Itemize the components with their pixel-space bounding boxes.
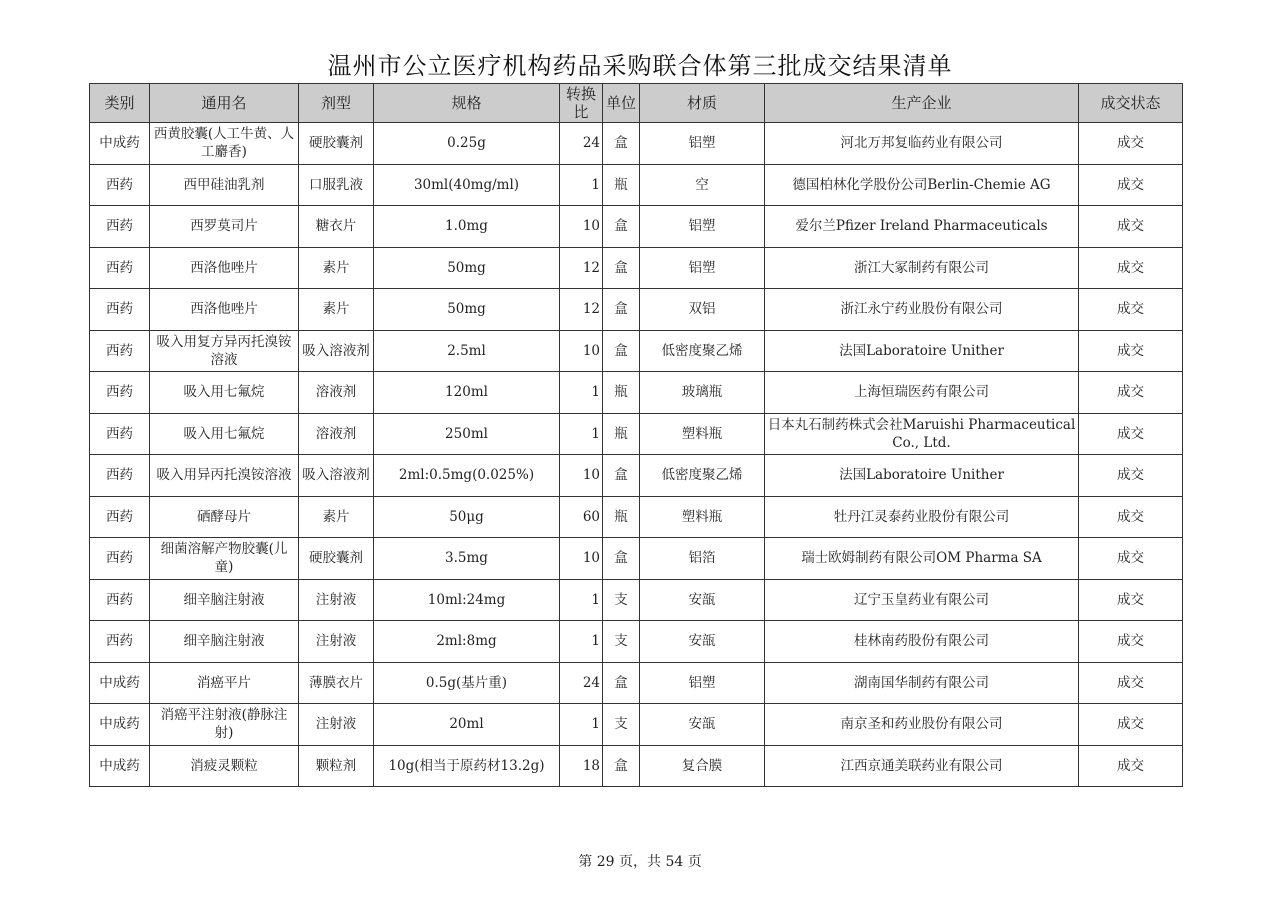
cell-category: 西药: [90, 496, 150, 538]
cell-dosage-form: 溶液剂: [299, 372, 374, 414]
cell-category: 西药: [90, 372, 150, 414]
cell-unit: 盒: [603, 247, 640, 289]
cell-generic-name: 消癌平注射液(静脉注射): [150, 704, 299, 746]
header-manufacturer: 生产企业: [765, 84, 1079, 123]
cell-unit: 盒: [603, 745, 640, 787]
cell-generic-name: 细菌溶解产物胶囊(儿童): [150, 538, 299, 580]
page-footer: 第 29 页，共 54 页: [578, 854, 702, 870]
cell-conversion-ratio: 18: [560, 745, 603, 787]
cell-category: 西药: [90, 289, 150, 331]
cell-specification: 120ml: [374, 372, 560, 414]
cell-manufacturer: 德国柏林化学股份公司Berlin-Chemie AG: [765, 164, 1079, 206]
cell-dosage-form: 硬胶囊剂: [299, 123, 374, 165]
cell-unit: 支: [603, 579, 640, 621]
cell-dosage-form: 素片: [299, 247, 374, 289]
cell-unit: 瓶: [603, 164, 640, 206]
cell-category: 中成药: [90, 704, 150, 746]
cell-status: 成交: [1079, 164, 1183, 206]
cell-status: 成交: [1079, 455, 1183, 497]
table-row: [90, 330, 1183, 372]
cell-status: 成交: [1079, 413, 1183, 455]
cell-unit: 盒: [603, 206, 640, 248]
header-specification: 规格: [374, 84, 560, 123]
cell-manufacturer: 爱尔兰Pfizer Ireland Pharmaceuticals: [765, 206, 1079, 248]
cell-material: 安瓿: [640, 621, 765, 663]
cell-category: 西药: [90, 164, 150, 206]
cell-specification: 50μg: [374, 496, 560, 538]
cell-conversion-ratio: 12: [560, 247, 603, 289]
cell-conversion-ratio: 10: [560, 206, 603, 248]
cell-category: 西药: [90, 621, 150, 663]
cell-category: 西药: [90, 579, 150, 621]
cell-conversion-ratio: 1: [560, 579, 603, 621]
cell-status: 成交: [1079, 621, 1183, 663]
cell-unit: 瓶: [603, 496, 640, 538]
table-row: [90, 455, 1183, 497]
table-header: [90, 84, 1183, 123]
cell-manufacturer: 浙江永宁药业股份有限公司: [765, 289, 1079, 331]
cell-manufacturer: 法国Laboratoire Unither: [765, 455, 1079, 497]
cell-specification: 50mg: [374, 247, 560, 289]
cell-manufacturer: 浙江大冢制药有限公司: [765, 247, 1079, 289]
table-row: [90, 413, 1183, 455]
cell-material: 复合膜: [640, 745, 765, 787]
cell-unit: 盒: [603, 330, 640, 372]
cell-specification: 10g(相当于原药材13.2g): [374, 745, 560, 787]
cell-unit: 支: [603, 621, 640, 663]
cell-manufacturer: 牡丹江灵泰药业股份有限公司: [765, 496, 1079, 538]
table-row: [90, 579, 1183, 621]
cell-unit: 瓶: [603, 372, 640, 414]
cell-conversion-ratio: 1: [560, 413, 603, 455]
cell-specification: 2ml:0.5mg(0.025%): [374, 455, 560, 497]
cell-specification: 20ml: [374, 704, 560, 746]
cell-conversion-ratio: 1: [560, 621, 603, 663]
header-category: 类别: [90, 84, 150, 123]
cell-category: 西药: [90, 247, 150, 289]
cell-material: 铝塑: [640, 206, 765, 248]
cell-dosage-form: 薄膜衣片: [299, 662, 374, 704]
table-body: [90, 123, 1183, 787]
cell-category: 中成药: [90, 745, 150, 787]
cell-manufacturer: 湖南国华制药有限公司: [765, 662, 1079, 704]
cell-dosage-form: 口服乳液: [299, 164, 374, 206]
cell-category: 西药: [90, 413, 150, 455]
cell-dosage-form: 素片: [299, 289, 374, 331]
cell-material: 低密度聚乙烯: [640, 455, 765, 497]
cell-category: 西药: [90, 206, 150, 248]
table-row: [90, 247, 1183, 289]
cell-status: 成交: [1079, 704, 1183, 746]
cell-generic-name: 西罗莫司片: [150, 206, 299, 248]
cell-category: 中成药: [90, 662, 150, 704]
cell-specification: 0.5g(基片重): [374, 662, 560, 704]
cell-unit: 支: [603, 704, 640, 746]
cell-specification: 1.0mg: [374, 206, 560, 248]
cell-manufacturer: 上海恒瑞医药有限公司: [765, 372, 1079, 414]
cell-specification: 250ml: [374, 413, 560, 455]
header-status: 成交状态: [1079, 84, 1183, 123]
cell-specification: 2.5ml: [374, 330, 560, 372]
cell-conversion-ratio: 24: [560, 123, 603, 165]
cell-material: 铝塑: [640, 247, 765, 289]
table-row: [90, 164, 1183, 206]
cell-material: 铝箔: [640, 538, 765, 580]
table-row: [90, 621, 1183, 663]
cell-unit: 瓶: [603, 413, 640, 455]
header-dosage-form: 剂型: [299, 84, 374, 123]
cell-status: 成交: [1079, 662, 1183, 704]
page-title: 温州市公立医疗机构药品采购联合体第三批成交结果清单: [327, 52, 953, 80]
cell-status: 成交: [1079, 247, 1183, 289]
cell-generic-name: 消疲灵颗粒: [150, 745, 299, 787]
cell-material: 玻璃瓶: [640, 372, 765, 414]
cell-specification: 0.25g: [374, 123, 560, 165]
cell-category: 西药: [90, 330, 150, 372]
cell-generic-name: 西黄胶囊(人工牛黄、人工麝香): [150, 123, 299, 165]
cell-generic-name: 吸入用复方异丙托溴铵溶液: [150, 330, 299, 372]
cell-material: 安瓿: [640, 704, 765, 746]
cell-category: 西药: [90, 538, 150, 580]
cell-manufacturer: 法国Laboratoire Unither: [765, 330, 1079, 372]
header-generic-name: 通用名: [150, 84, 299, 123]
cell-status: 成交: [1079, 206, 1183, 248]
cell-manufacturer: 桂林南药股份有限公司: [765, 621, 1079, 663]
cell-dosage-form: 注射液: [299, 704, 374, 746]
cell-conversion-ratio: 10: [560, 538, 603, 580]
cell-generic-name: 吸入用七氟烷: [150, 413, 299, 455]
cell-conversion-ratio: 1: [560, 704, 603, 746]
table-row: [90, 745, 1183, 787]
cell-generic-name: 吸入用七氟烷: [150, 372, 299, 414]
cell-unit: 盒: [603, 455, 640, 497]
cell-generic-name: 西洛他唑片: [150, 289, 299, 331]
cell-status: 成交: [1079, 579, 1183, 621]
cell-category: 西药: [90, 455, 150, 497]
cell-conversion-ratio: 1: [560, 164, 603, 206]
table-row: [90, 123, 1183, 165]
cell-material: 安瓿: [640, 579, 765, 621]
cell-dosage-form: 注射液: [299, 579, 374, 621]
table-row: [90, 289, 1183, 331]
table-row: [90, 206, 1183, 248]
cell-dosage-form: 注射液: [299, 621, 374, 663]
table-row: [90, 372, 1183, 414]
cell-status: 成交: [1079, 496, 1183, 538]
cell-conversion-ratio: 12: [560, 289, 603, 331]
cell-specification: 10ml:24mg: [374, 579, 560, 621]
table-row: [90, 662, 1183, 704]
table-row: [90, 496, 1183, 538]
header-conversion-ratio: 转换比: [560, 84, 603, 123]
cell-manufacturer: 河北万邦复临药业有限公司: [765, 123, 1079, 165]
cell-generic-name: 硒酵母片: [150, 496, 299, 538]
header-row: [90, 84, 1183, 123]
cell-category: 中成药: [90, 123, 150, 165]
cell-specification: 2ml:8mg: [374, 621, 560, 663]
cell-material: 铝塑: [640, 123, 765, 165]
cell-status: 成交: [1079, 745, 1183, 787]
cell-dosage-form: 吸入溶液剂: [299, 330, 374, 372]
cell-unit: 盒: [603, 662, 640, 704]
cell-generic-name: 细辛脑注射液: [150, 621, 299, 663]
cell-unit: 盒: [603, 289, 640, 331]
cell-dosage-form: 素片: [299, 496, 374, 538]
cell-dosage-form: 溶液剂: [299, 413, 374, 455]
cell-status: 成交: [1079, 289, 1183, 331]
cell-dosage-form: 糖衣片: [299, 206, 374, 248]
cell-manufacturer: 日本丸石制药株式会社Maruishi Pharmaceutical Co., Ltd.: [765, 413, 1079, 455]
cell-dosage-form: 硬胶囊剂: [299, 538, 374, 580]
header-unit: 单位: [603, 84, 640, 123]
cell-generic-name: 吸入用异丙托溴铵溶液: [150, 455, 299, 497]
cell-unit: 盒: [603, 123, 640, 165]
cell-specification: 50mg: [374, 289, 560, 331]
table-row: [90, 704, 1183, 746]
cell-manufacturer: 南京圣和药业股份有限公司: [765, 704, 1079, 746]
table-row: [90, 538, 1183, 580]
cell-manufacturer: 江西京通美联药业有限公司: [765, 745, 1079, 787]
cell-conversion-ratio: 24: [560, 662, 603, 704]
cell-dosage-form: 吸入溶液剂: [299, 455, 374, 497]
cell-generic-name: 西洛他唑片: [150, 247, 299, 289]
cell-material: 塑料瓶: [640, 413, 765, 455]
cell-generic-name: 消癌平片: [150, 662, 299, 704]
cell-material: 铝塑: [640, 662, 765, 704]
result-table: [89, 83, 1183, 787]
cell-material: 塑料瓶: [640, 496, 765, 538]
cell-status: 成交: [1079, 538, 1183, 580]
cell-conversion-ratio: 1: [560, 372, 603, 414]
cell-manufacturer: 瑞士欧姆制药有限公司OM Pharma SA: [765, 538, 1079, 580]
cell-generic-name: 西甲硅油乳剂: [150, 164, 299, 206]
cell-conversion-ratio: 10: [560, 455, 603, 497]
cell-status: 成交: [1079, 330, 1183, 372]
cell-dosage-form: 颗粒剂: [299, 745, 374, 787]
cell-material: 空: [640, 164, 765, 206]
cell-unit: 盒: [603, 538, 640, 580]
cell-status: 成交: [1079, 372, 1183, 414]
cell-conversion-ratio: 60: [560, 496, 603, 538]
cell-specification: 30ml(40mg/ml): [374, 164, 560, 206]
cell-generic-name: 细辛脑注射液: [150, 579, 299, 621]
header-material: 材质: [640, 84, 765, 123]
cell-status: 成交: [1079, 123, 1183, 165]
cell-specification: 3.5mg: [374, 538, 560, 580]
cell-material: 双铝: [640, 289, 765, 331]
cell-manufacturer: 辽宁玉皇药业有限公司: [765, 579, 1079, 621]
cell-conversion-ratio: 10: [560, 330, 603, 372]
cell-material: 低密度聚乙烯: [640, 330, 765, 372]
